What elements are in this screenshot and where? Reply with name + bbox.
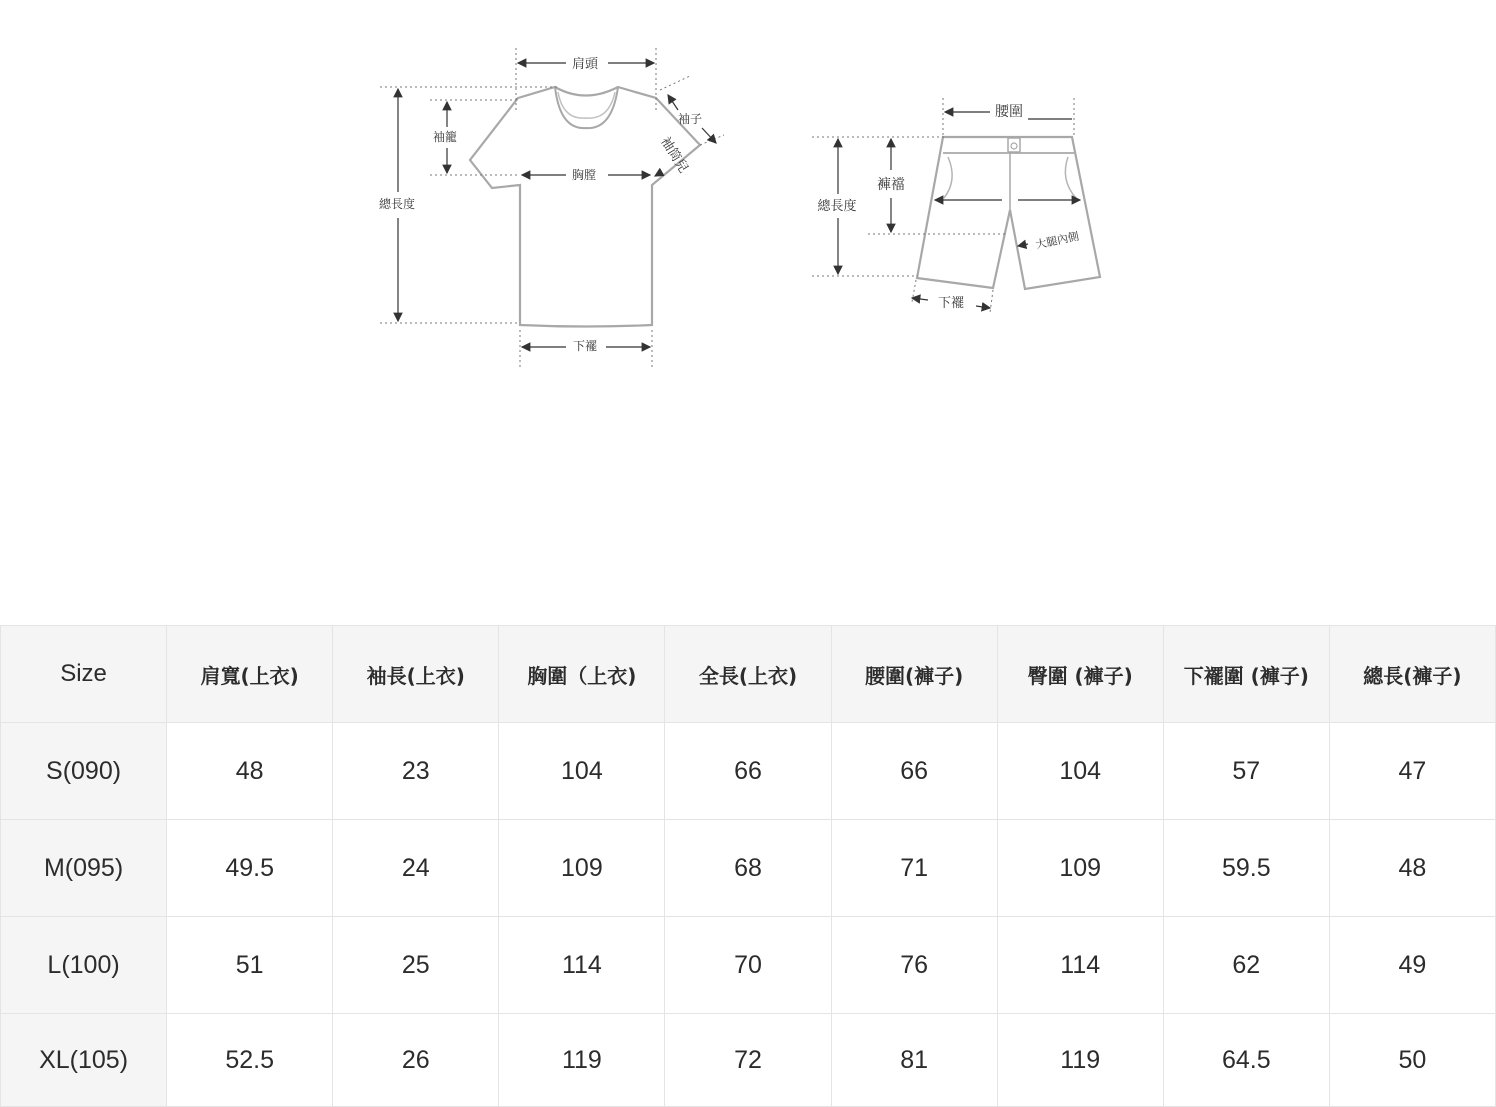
shorts-outline xyxy=(917,137,1100,289)
table-cell: 62 xyxy=(1163,917,1329,1014)
header-pants-length: 總長(褲子) xyxy=(1329,626,1495,723)
tshirt-outline xyxy=(470,87,703,327)
table-cell: 66 xyxy=(831,723,997,820)
chest-label: 胸膛 xyxy=(571,168,597,182)
table-cell: 109 xyxy=(499,820,665,917)
size-cell: L(100) xyxy=(1,917,167,1014)
table-cell: 70 xyxy=(665,917,831,1014)
shorts-diagram xyxy=(812,98,1100,313)
size-cell: S(090) xyxy=(1,723,167,820)
table-cell: 119 xyxy=(997,1014,1163,1107)
table-cell: 81 xyxy=(831,1014,997,1107)
shorts-dimension-lines xyxy=(838,112,1080,308)
shorts-pocket-right xyxy=(1065,157,1076,198)
table-cell: 119 xyxy=(499,1014,665,1107)
table-cell: 59.5 xyxy=(1163,820,1329,917)
table-cell: 24 xyxy=(333,820,499,917)
tshirt-diagram xyxy=(379,48,724,368)
sleeve-opening-label: 袖筒兒 xyxy=(657,134,691,176)
table-row xyxy=(1,820,1496,917)
table-cell: 109 xyxy=(997,820,1163,917)
shirt-total-length-label: 總長度 xyxy=(378,197,416,211)
table-cell: 26 xyxy=(333,1014,499,1107)
rise-label: 褲襠 xyxy=(877,177,905,193)
size-cell: XL(105) xyxy=(1,1014,167,1107)
table-cell: 25 xyxy=(333,917,499,1014)
header-shoulder-width: 肩寬(上衣) xyxy=(167,626,333,723)
table-cell: 51 xyxy=(167,917,333,1014)
size-table-header-row xyxy=(1,626,1496,723)
table-cell: 76 xyxy=(831,917,997,1014)
table-cell: 71 xyxy=(831,820,997,917)
tshirt-dimension-lines xyxy=(398,63,716,347)
table-cell: 23 xyxy=(333,723,499,820)
shorts-total-length-label: 總長度 xyxy=(817,199,857,214)
shorts-pocket-left xyxy=(944,157,952,198)
sleeve-label: 袖子 xyxy=(677,112,703,126)
table-cell: 114 xyxy=(499,917,665,1014)
header-chest: 胸圍（上衣) xyxy=(499,626,665,723)
header-size: Size xyxy=(1,626,167,723)
table-cell: 66 xyxy=(665,723,831,820)
shorts-hem-label: 下襬 xyxy=(937,296,965,311)
table-row xyxy=(1,917,1496,1014)
table-cell: 72 xyxy=(665,1014,831,1107)
table-cell: 47 xyxy=(1329,723,1495,820)
inseam-label: 大腿內側 xyxy=(1034,229,1081,252)
table-cell: 68 xyxy=(665,820,831,917)
header-waist: 腰圍(褲子) xyxy=(831,626,997,723)
shorts-belt-loop xyxy=(1008,138,1020,152)
table-cell: 114 xyxy=(997,917,1163,1014)
table-row xyxy=(1,1014,1496,1107)
header-sleeve-length: 袖長(上衣) xyxy=(333,626,499,723)
tshirt-guides xyxy=(380,48,724,368)
size-table xyxy=(0,625,1496,1107)
table-cell: 49 xyxy=(1329,917,1495,1014)
armhole-label: 袖籠 xyxy=(432,130,458,144)
table-cell: 64.5 xyxy=(1163,1014,1329,1107)
header-hip: 臀圍 (褲子) xyxy=(997,626,1163,723)
waist-label: 腰圍 xyxy=(995,104,1023,120)
header-top-length: 全長(上衣) xyxy=(665,626,831,723)
table-cell: 52.5 xyxy=(167,1014,333,1107)
shirt-hem-label: 下襬 xyxy=(572,339,598,353)
table-cell: 104 xyxy=(997,723,1163,820)
table-cell: 50 xyxy=(1329,1014,1495,1107)
table-cell: 49.5 xyxy=(167,820,333,917)
table-cell: 104 xyxy=(499,723,665,820)
shoulder-label: 肩頭 xyxy=(571,57,599,72)
table-cell: 48 xyxy=(167,723,333,820)
header-hem-circumference: 下襬圍 (褲子) xyxy=(1163,626,1329,723)
table-cell: 48 xyxy=(1329,820,1495,917)
size-cell: M(095) xyxy=(1,820,167,917)
table-cell: 57 xyxy=(1163,723,1329,820)
table-row xyxy=(1,723,1496,820)
shorts-button xyxy=(1011,143,1017,149)
